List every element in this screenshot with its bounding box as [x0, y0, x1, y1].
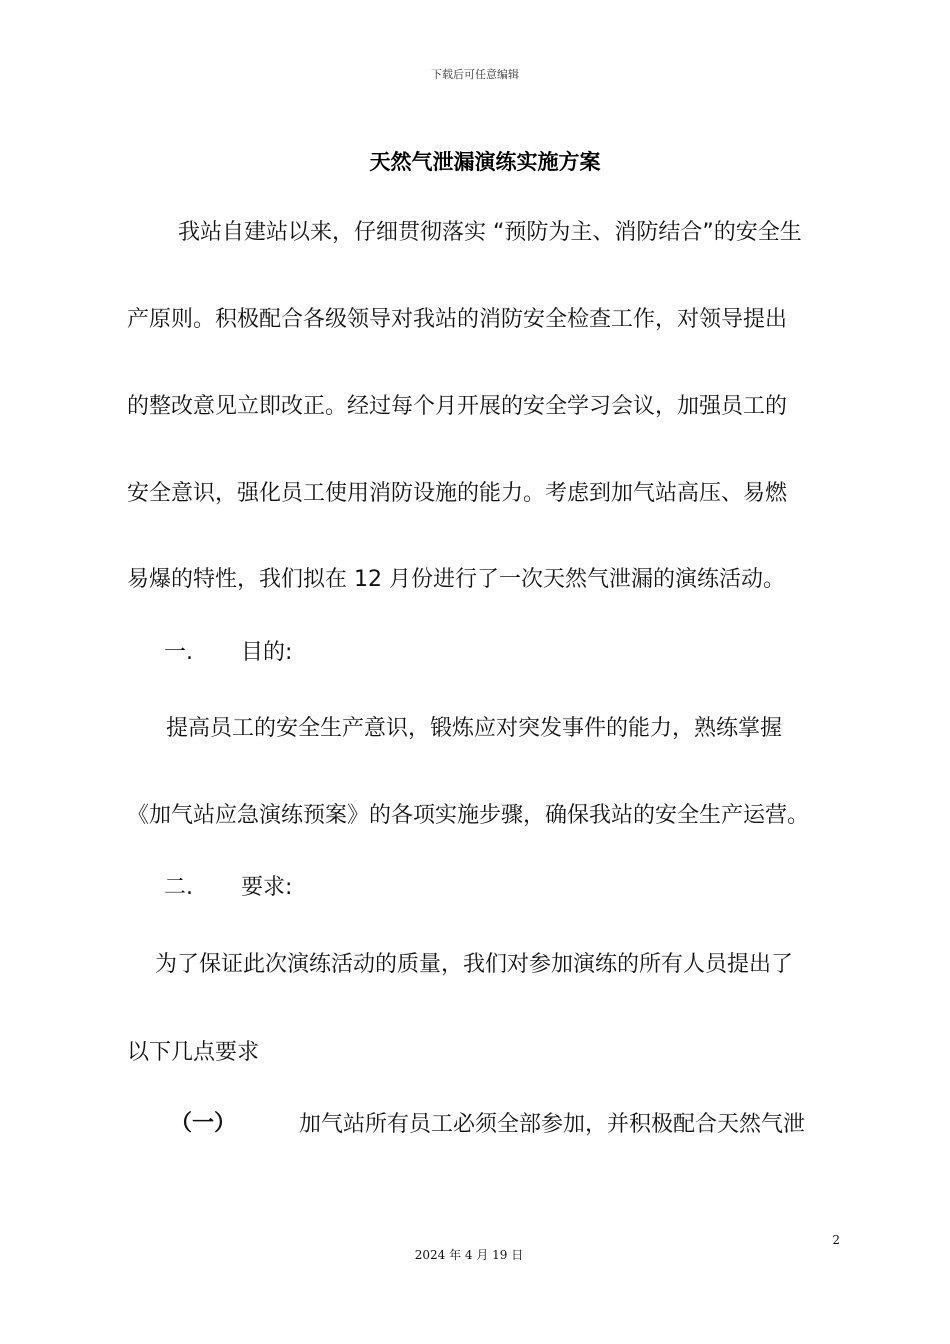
intro-line: 我站自建站以来，仔细贯彻落实 “预防为主、消防结合”的安全生 — [178, 220, 802, 245]
header-note: 下载后可任意编辑 — [431, 68, 519, 81]
section-number: 一. — [164, 640, 193, 665]
intro-line: 易爆的特性，我们拟在 12 月份进行了一次天然气泄漏的演练活动。 — [127, 567, 785, 592]
intro-line: 产原则。积极配合各级领导对我站的消防安全检查工作，对领导提出 — [127, 307, 788, 332]
paragraph-line: 以下几点要求 — [127, 1040, 260, 1065]
page-number: 2 — [832, 1233, 840, 1247]
section-number: 二. — [164, 875, 193, 900]
paragraph-line: 为了保证此次演练活动的质量，我们对参加演练的所有人员提出了 — [155, 952, 794, 977]
section-heading: 要求: — [241, 875, 293, 900]
section-heading: 目的: — [241, 640, 293, 665]
list-item-number: （一） — [170, 1111, 237, 1136]
intro-line: 安全意识，强化员工使用消防设施的能力。考虑到加气站高压、易燃 — [127, 481, 788, 506]
paragraph-line: 提高员工的安全生产意识，锻炼应对突发事件的能力，熟练掌握 — [166, 716, 783, 741]
paragraph-line: 《加气站应急演练预案》的各项实施步骤，确保我站的安全生产运营。 — [127, 803, 810, 828]
list-item-text: 加气站所有员工必须全部参加，并积极配合天然气泄 — [299, 1112, 806, 1137]
document-title: 天然气泄漏演练实施方案 — [369, 150, 601, 174]
footer-date: 2024 年 4 月 19 日 — [414, 1248, 524, 1262]
intro-line: 的整改意见立即改正。经过每个月开展的安全学习会议，加强员工的 — [127, 394, 788, 419]
